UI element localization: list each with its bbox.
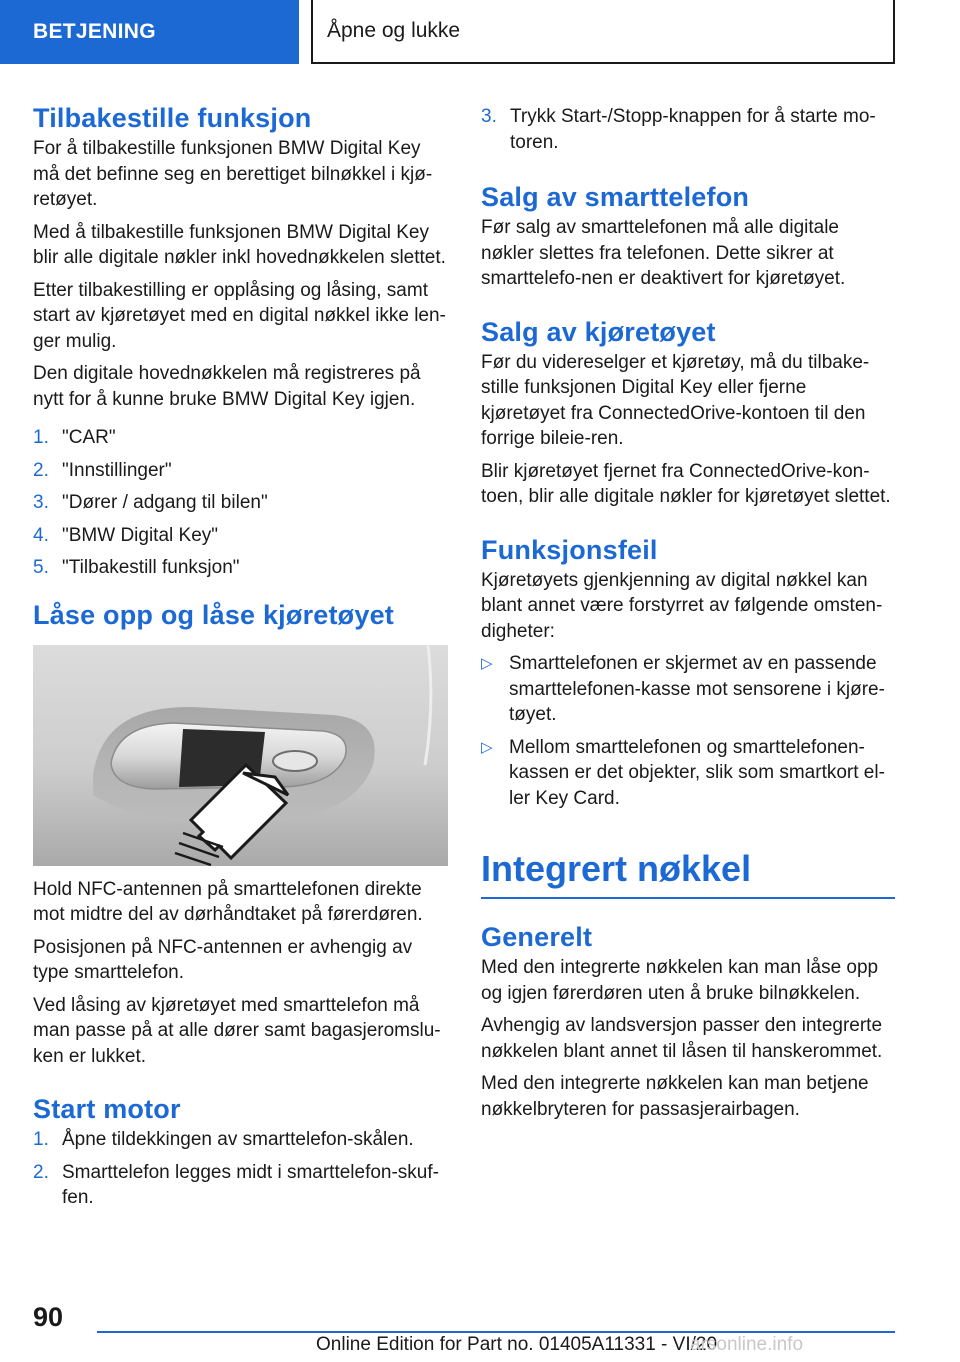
right-column: [481, 100, 895, 1122]
heading-general: Generelt: [481, 922, 593, 952]
step-text: "Dører / adgang til bilen": [62, 492, 268, 513]
heading-reset: Tilbakestille funksjon: [33, 103, 312, 133]
list-item: [33, 458, 448, 484]
step-text: "BMW Digital Key": [62, 524, 219, 546]
integrated-paragraph-1: Med den integrerte nøkkelen kan man låse opp og igjen førerdøren uten å bruke bilnøkkelen.: [481, 957, 879, 1004]
malfunction-paragraph: Kjøretøyets gjenkjenning av digital nøkkel kan blant annet være forstyrret av følgende omsten-digheter:: [481, 569, 883, 642]
reset-paragraph-4: Den digitale hovednøkkelen må registreres på nytt for å kunne bruke BMW Digital Key igjen.: [33, 363, 421, 410]
bullet-text: Mellom smarttelefonen og smarttelefonen-kassen er det objekter, slik som smartkort el-ler Key Card.: [509, 736, 885, 809]
step-number: 2.: [33, 1161, 49, 1183]
page-number: 90: [33, 1302, 64, 1332]
chapter-tab-label: Åpne og lukke: [327, 19, 461, 42]
lock-paragraph-3: Ved låsing av kjøretøyet med smarttelefon må man passe på at alle dører samt bagasjeromslu-ken er lukket.: [33, 994, 441, 1067]
list-item: [33, 1160, 448, 1211]
step-number: 5.: [33, 557, 49, 578]
lock-paragraph-2: Posisjonen på NFC-antennen er avhengig av type smarttelefon.: [33, 936, 413, 983]
reset-paragraph-3: Etter tilbakestilling er opplåsing og låsing, samt start av kjøretøyet med en digital nøkkel ikke len-ger mulig.: [33, 279, 446, 352]
integrated-paragraph-3: Med den integrerte nøkkelen kan man betjene nøkkelbryteren for passasjerairbagen.: [481, 1073, 869, 1120]
sale-phone-paragraph: Før salg av smarttelefonen må alle digitale nøkler slettes fra telefonen. Dette sikrer at smarttelefo-nen er deaktivert for kjøretøyet.: [481, 217, 846, 289]
bullet-text: Smarttelefonen er skjermet av en passende smarttelefonen-kasse mot sensorene i kjøre-tøyet.: [509, 653, 885, 725]
start-steps-list: [33, 1127, 448, 1211]
sale-vehicle-paragraph-2: Blir kjøretøyet fjernet fra ConnectedOrive-kon-toen, blir alle digitale nøkler for kjøretøyet slettet.: [481, 460, 891, 507]
integrated-paragraph-2: Avhengig av landsversjon passer den integrerte nøkkelen blant annet til låsen til hanskerommet.: [481, 1015, 883, 1062]
footer-divider: [97, 1331, 895, 1333]
step-text: Åpne tildekkingen av smarttelefon-skålen.: [62, 1129, 414, 1150]
step-text: "Tilbakestill funksjon": [62, 557, 240, 578]
footer-edition: Online Edition for Part no. 01405A11331 - VI/20: [316, 1334, 718, 1355]
step-number: 1.: [33, 427, 49, 448]
step-number: 3.: [481, 106, 497, 127]
door-handle-illustration: [33, 645, 448, 866]
reset-paragraph-2: Med å tilbakestille funksjonen BMW Digital Key blir alle digitale nøkler inkl hovednøkkelen slettet.: [33, 221, 446, 268]
step-number: 3.: [33, 492, 49, 513]
start-steps-continued: [481, 104, 895, 155]
list-item: [481, 735, 895, 812]
step-text: "CAR": [62, 427, 116, 448]
step-text: "Innstillinger": [62, 459, 172, 481]
list-item: [33, 490, 448, 516]
door-handle-drawing: [33, 645, 448, 866]
heading-sale-phone: Salg av smarttelefon: [481, 182, 750, 212]
step-number: 2.: [33, 459, 49, 481]
heading-integrated-key: Integrert nøkkel: [481, 848, 752, 889]
triangle-bullet-icon: ▷: [481, 655, 493, 672]
reset-paragraph-1: For å tilbakestille funksjonen BMW Digital Key må det befinne seg en berettiget bilnøkkel i kjø-retøyet.: [33, 138, 433, 210]
list-item: [33, 425, 448, 451]
list-item: [33, 555, 448, 581]
step-text: Trykk Start-/Stopp-knappen for å starte mo-toren.: [510, 106, 876, 153]
step-number: 1.: [33, 1129, 49, 1150]
left-column: [33, 100, 448, 1211]
triangle-bullet-icon: ▷: [481, 738, 493, 756]
step-number: 4.: [33, 524, 49, 546]
list-item: [481, 651, 895, 728]
list-item: [33, 523, 448, 549]
list-item: [481, 104, 895, 155]
list-item: [33, 1127, 448, 1153]
heading-lock-unlock: Låse opp og låse kjøretøyet: [33, 599, 395, 630]
sale-vehicle-paragraph-1: Før du videreselger et kjøretøy, må du tilbake-stille funksjonen Digital Key eller fjerne kjøretøyet fra ConnectedOrive-kontoen til den forrige bileie-ren.: [481, 351, 870, 449]
chapter-tab: [311, 0, 895, 64]
section-tab-label: BETJENING: [33, 20, 156, 43]
step-text: Smarttelefon legges midt i smarttelefon-skuf-fen.: [62, 1161, 439, 1208]
malfunction-bullets: [481, 651, 895, 811]
heading-start-engine: Start motor: [33, 1094, 181, 1124]
heading-sale-vehicle: Salg av kjøretøyet: [481, 316, 716, 347]
watermark-text: arsonline.info: [690, 1334, 804, 1355]
section-tab: [0, 0, 299, 64]
reset-steps-list: [33, 425, 448, 581]
heading-malfunction: Funksjonsfeil: [481, 534, 658, 565]
lock-paragraph-1: Hold NFC-antennen på smarttelefonen direkte mot midtre del av dørhåndtaket på førerdøren.: [33, 878, 423, 925]
